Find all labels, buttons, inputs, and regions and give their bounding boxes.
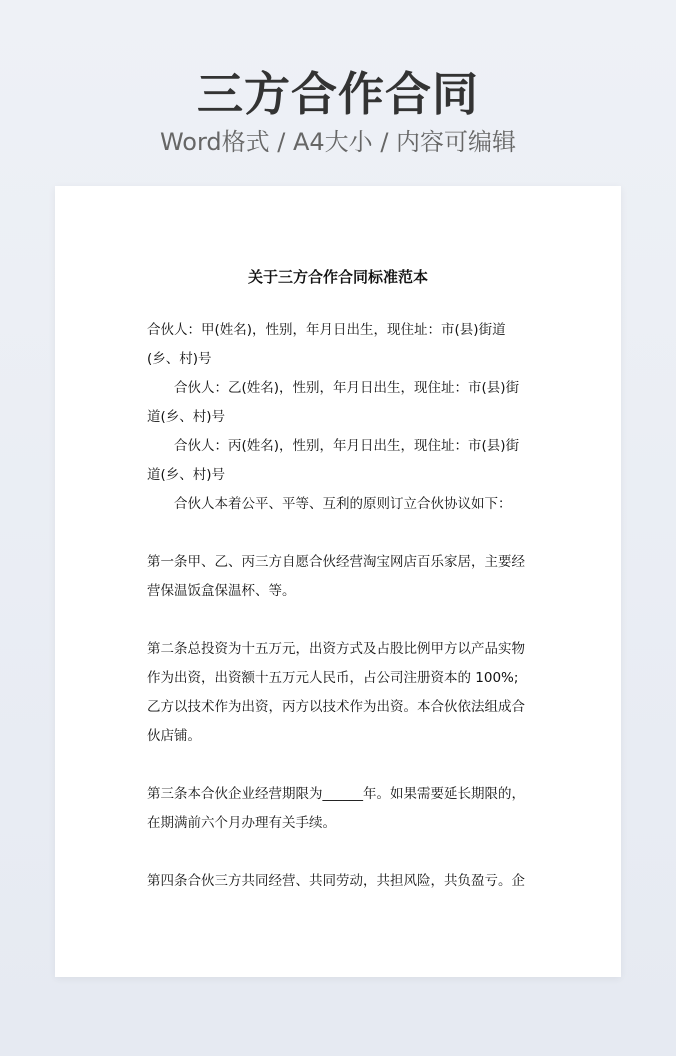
agreement-intro-paragraph: 合伙人本着公平、平等、互利的原则订立合伙协议如下： [174, 496, 512, 512]
document-body [147, 316, 531, 896]
partner-b-paragraph: 合伙人：乙(姓名)，性别，年月日出生，现住址：市(县)街道(乡、村)号 [147, 380, 520, 425]
article-1-paragraph: 第一条甲、乙、丙三方自愿合伙经营淘宝网店百乐家居，主要经营保温饭盒保温杯、等。 [147, 554, 525, 599]
paragraph-spacer [147, 751, 531, 780]
partner-a-paragraph: 合伙人：甲(姓名)，性别，年月日出生，现住址：市(县)街道(乡、村)号 [147, 322, 506, 367]
article-3-paragraph: 第三条本合伙企业经营期限为______年。如果需要延长期限的，在期满前六个月办理有关手续。 [147, 786, 525, 831]
paragraph-spacer [147, 838, 531, 867]
article-4-paragraph: 第四条合伙三方共同经营、共同劳动，共担风险，共负盈亏。企 [147, 873, 525, 889]
document-page [55, 186, 621, 977]
main-title: 三方合作合同 [197, 67, 479, 121]
partner-c-paragraph: 合伙人：丙(姓名)，性别，年月日出生，现住址：市(县)街道(乡、村)号 [147, 438, 520, 483]
article-2-paragraph: 第二条总投资为十五万元，出资方式及占股比例甲方以产品实物作为出资，出资额十五万元人民币，占公司注册资本的 100%;乙方以技术作为出资，丙方以技术作为出资。本合伙依法组成合伙店铺。 [147, 641, 525, 744]
document-heading: 关于三方合作合同标准范本 [247, 268, 428, 286]
paragraph-spacer [147, 519, 531, 548]
subtitle: Word格式 / A4大小 / 内容可编辑 [159, 128, 517, 156]
page-header [0, 66, 676, 158]
paragraph-spacer [147, 606, 531, 635]
